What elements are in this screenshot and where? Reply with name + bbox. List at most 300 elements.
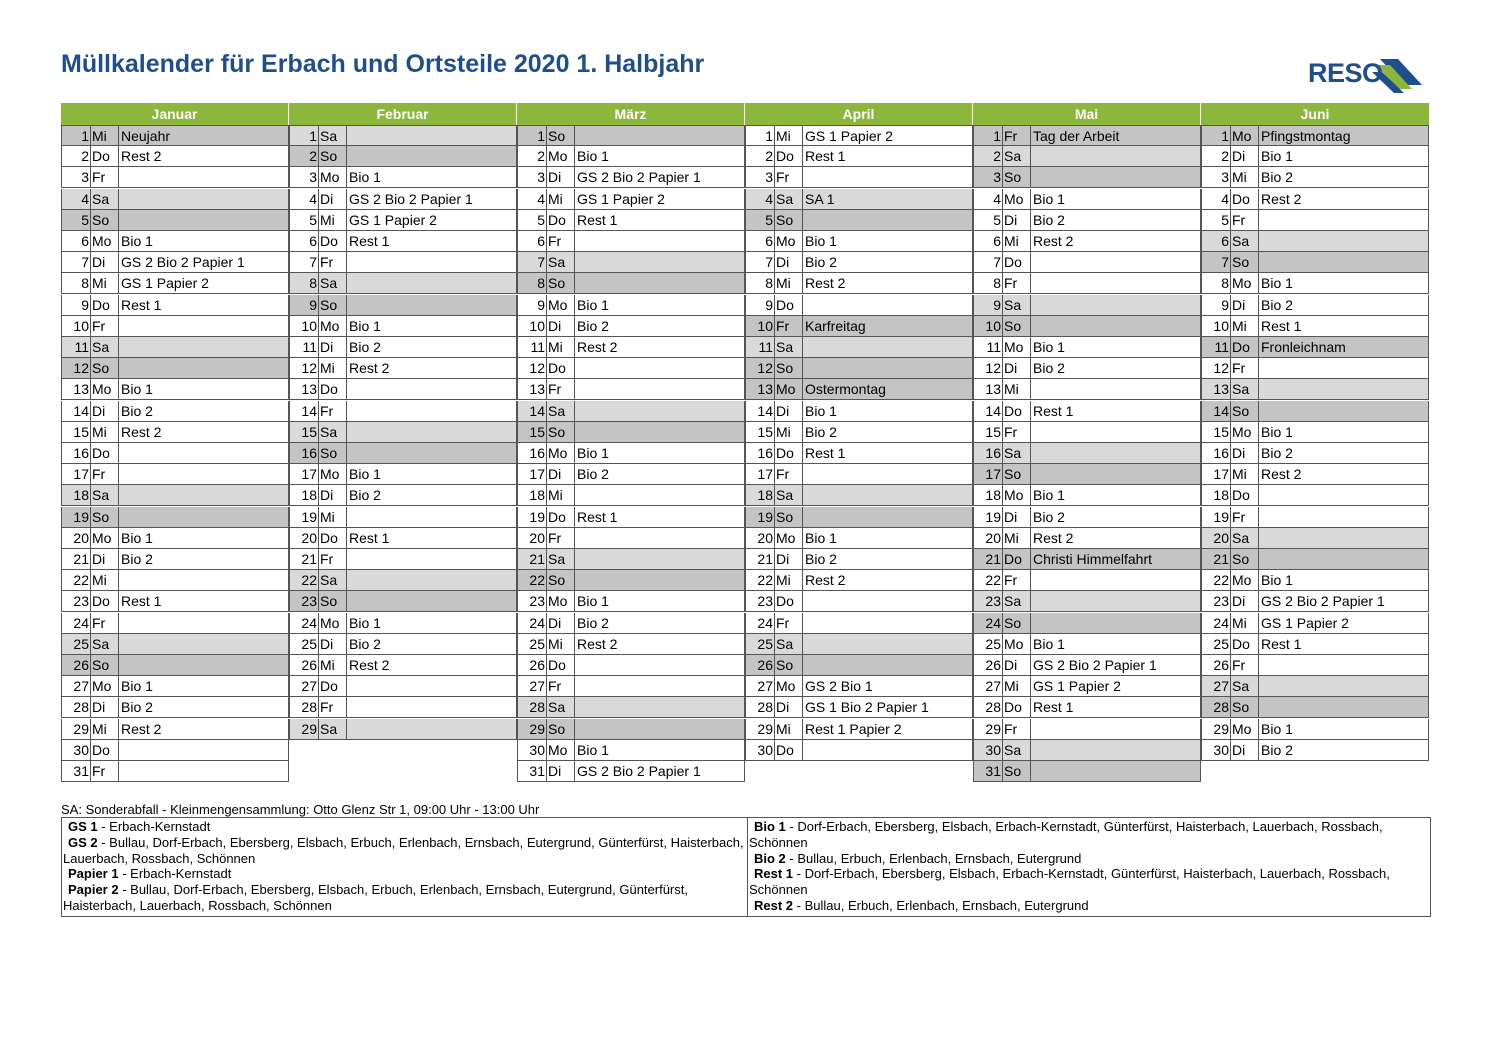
collection-entry: Bio 2 — [1259, 740, 1429, 760]
day-number: 6 — [745, 231, 775, 251]
legend-key: Rest 2 — [754, 897, 794, 913]
day-number: 23 — [745, 591, 775, 611]
day-row — [1201, 401, 1429, 422]
day-row — [1201, 528, 1429, 549]
weekday: Sa — [319, 719, 347, 739]
day-row — [289, 591, 517, 612]
day-row — [1201, 507, 1429, 528]
day-row — [973, 485, 1201, 506]
day-row — [1201, 379, 1429, 400]
collection-entry — [575, 697, 745, 717]
collection-entry — [575, 252, 745, 272]
day-number: 7 — [973, 252, 1003, 272]
collection-entry — [119, 358, 289, 378]
day-number: 8 — [973, 273, 1003, 293]
weekday: Mi — [91, 126, 119, 145]
day-row — [973, 252, 1201, 273]
collection-entry: Bio 2 — [575, 613, 745, 633]
collection-entry — [575, 570, 745, 590]
day-number: 9 — [973, 295, 1003, 315]
day-number: 11 — [745, 337, 775, 357]
day-row — [973, 613, 1201, 634]
day-row — [973, 528, 1201, 549]
weekday: Sa — [1003, 591, 1031, 611]
weekday: Sa — [91, 189, 119, 209]
day-number: 28 — [1201, 697, 1231, 717]
collection-entry: Bio 1 — [803, 401, 973, 421]
day-row — [61, 740, 289, 761]
day-row — [973, 740, 1201, 761]
weekday: Mo — [91, 231, 119, 251]
collection-entry — [803, 740, 973, 760]
weekday: Mo — [1231, 719, 1259, 739]
collection-entry: Rest 1 — [1031, 401, 1201, 421]
collection-entry: Bio 1 — [1031, 189, 1201, 209]
collection-entry — [347, 697, 517, 717]
weekday: Di — [1231, 740, 1259, 760]
collection-entry: Rest 1 — [1259, 316, 1429, 336]
collection-entry — [347, 507, 517, 527]
collection-entry: GS 1 Papier 2 — [803, 126, 973, 145]
collection-entry: GS 2 Bio 2 Papier 1 — [347, 189, 517, 209]
day-row — [1201, 613, 1429, 634]
legend-item — [749, 851, 1430, 867]
weekday: Mo — [547, 146, 575, 166]
weekday: Mo — [91, 528, 119, 548]
day-number: 21 — [745, 549, 775, 569]
day-row — [745, 740, 973, 761]
month-header: April — [745, 103, 973, 125]
weekday: So — [1231, 549, 1259, 569]
day-number: 10 — [745, 316, 775, 336]
day-number: 21 — [973, 549, 1003, 569]
collection-entry — [575, 422, 745, 442]
day-number: 25 — [973, 634, 1003, 654]
day-row — [517, 189, 745, 210]
collection-entry — [1031, 613, 1201, 633]
weekday: Di — [775, 252, 803, 272]
day-row — [289, 634, 517, 655]
day-number: 3 — [517, 167, 547, 187]
day-row — [1201, 655, 1429, 676]
collection-entry: Christi Himmelfahrt — [1031, 549, 1201, 569]
collection-entry — [119, 634, 289, 654]
legend-item — [749, 819, 1430, 851]
collection-entry: Bio 2 — [1031, 210, 1201, 230]
day-row — [517, 697, 745, 718]
day-row — [289, 146, 517, 167]
weekday: Mi — [775, 126, 803, 145]
collection-entry: Bio 1 — [1031, 337, 1201, 357]
weekday: Mi — [91, 273, 119, 293]
day-number: 31 — [517, 761, 547, 781]
legend-right — [748, 818, 1430, 916]
day-row — [973, 655, 1201, 676]
day-number: 9 — [1201, 295, 1231, 315]
day-row — [289, 507, 517, 528]
day-number: 28 — [289, 697, 319, 717]
weekday: Mi — [547, 485, 575, 505]
legend-key: Papier 1 — [68, 866, 119, 882]
collection-entry: Rest 1 — [575, 507, 745, 527]
weekday: Di — [1231, 146, 1259, 166]
weekday: Di — [775, 549, 803, 569]
collection-entry: Bio 2 — [347, 634, 517, 654]
day-row — [973, 146, 1201, 167]
weekday: So — [547, 126, 575, 145]
day-row — [1201, 316, 1429, 337]
collection-entry: Rest 2 — [575, 634, 745, 654]
day-number: 4 — [289, 189, 319, 209]
day-row — [289, 655, 517, 676]
day-number: 20 — [973, 528, 1003, 548]
collection-entry — [119, 167, 289, 187]
day-number: 29 — [1201, 719, 1231, 739]
day-number: 15 — [1201, 422, 1231, 442]
day-row — [61, 570, 289, 591]
collection-entry: Bio 2 — [347, 485, 517, 505]
weekday: Fr — [1231, 507, 1259, 527]
weekday: Do — [1003, 252, 1031, 272]
collection-entry — [119, 761, 289, 781]
weekday: Di — [547, 464, 575, 484]
day-number: 4 — [1201, 189, 1231, 209]
day-number: 29 — [745, 719, 775, 739]
weekday: Sa — [1003, 146, 1031, 166]
day-number: 6 — [289, 231, 319, 251]
day-number: 3 — [973, 167, 1003, 187]
collection-entry — [1031, 167, 1201, 187]
weekday: So — [1003, 316, 1031, 336]
day-row — [1201, 422, 1429, 443]
legend-key: Papier 2 — [68, 882, 119, 898]
collection-entry: Bio 2 — [803, 549, 973, 569]
day-number: 27 — [1201, 676, 1231, 696]
weekday: Mo — [1231, 422, 1259, 442]
day-row — [1201, 337, 1429, 358]
day-number: 29 — [973, 719, 1003, 739]
day-number: 9 — [61, 295, 91, 315]
weekday: Mi — [547, 189, 575, 209]
day-number: 26 — [745, 655, 775, 675]
collection-entry: Rest 2 — [803, 273, 973, 293]
day-row — [517, 337, 745, 358]
collection-entry: Rest 1 — [1259, 634, 1429, 654]
weekday: Do — [319, 379, 347, 399]
weekday: Di — [319, 634, 347, 654]
day-row — [973, 676, 1201, 697]
collection-entry: Bio 1 — [347, 613, 517, 633]
weekday: So — [319, 591, 347, 611]
day-row — [289, 613, 517, 634]
day-row — [1201, 464, 1429, 485]
day-number: 5 — [61, 210, 91, 230]
weekday: So — [547, 719, 575, 739]
day-row — [61, 316, 289, 337]
weekday: Mo — [319, 613, 347, 633]
collection-entry — [1259, 401, 1429, 421]
day-number: 4 — [61, 189, 91, 209]
weekday: Di — [91, 252, 119, 272]
collection-entry: Rest 2 — [347, 358, 517, 378]
day-row — [517, 316, 745, 337]
legend-item — [63, 882, 747, 914]
collection-entry: GS 1 Papier 2 — [1259, 613, 1429, 633]
day-row — [1201, 697, 1429, 718]
weekday: Fr — [1003, 126, 1031, 145]
day-number: 22 — [289, 570, 319, 590]
day-number: 19 — [973, 507, 1003, 527]
weekday: Fr — [775, 613, 803, 633]
day-row — [289, 464, 517, 485]
weekday: Sa — [1003, 295, 1031, 315]
day-row — [61, 719, 289, 740]
legend-text: - Bullau, Erbuch, Erlenbach, Ernsbach, Eutergrund — [785, 850, 1082, 866]
day-number: 18 — [61, 485, 91, 505]
collection-entry: Rest 1 — [347, 528, 517, 548]
day-number: 20 — [289, 528, 319, 548]
weekday: Mi — [1231, 167, 1259, 187]
day-row — [745, 125, 973, 146]
collection-entry: Bio 1 — [347, 464, 517, 484]
day-number: 5 — [1201, 210, 1231, 230]
collection-entry — [1259, 485, 1429, 505]
day-row — [61, 337, 289, 358]
weekday: Fr — [547, 528, 575, 548]
weekday: Di — [775, 401, 803, 421]
collection-entry — [347, 549, 517, 569]
weekday: Di — [91, 549, 119, 569]
day-number: 15 — [517, 422, 547, 442]
day-number: 5 — [289, 210, 319, 230]
day-row — [973, 231, 1201, 252]
collection-entry — [1031, 379, 1201, 399]
weekday: Mi — [91, 719, 119, 739]
legend-item — [749, 898, 1430, 914]
collection-entry — [119, 443, 289, 463]
day-number: 24 — [973, 613, 1003, 633]
weekday: So — [1231, 697, 1259, 717]
weekday: Fr — [547, 379, 575, 399]
day-number: 27 — [745, 676, 775, 696]
day-row — [1201, 125, 1429, 146]
collection-entry — [575, 401, 745, 421]
day-number: 15 — [289, 422, 319, 442]
month-header: Mai — [973, 103, 1201, 125]
legend-text: - Erbach-Kernstadt — [118, 866, 232, 882]
day-number: 8 — [1201, 273, 1231, 293]
collection-entry: Rest 1 — [803, 443, 973, 463]
day-number: 11 — [289, 337, 319, 357]
collection-entry: GS 2 Bio 2 Papier 1 — [119, 252, 289, 272]
day-number: 29 — [517, 719, 547, 739]
day-row — [517, 464, 745, 485]
collection-entry: Bio 2 — [1259, 295, 1429, 315]
collection-entry — [1259, 358, 1429, 378]
day-row — [61, 634, 289, 655]
day-row — [745, 507, 973, 528]
collection-entry — [803, 507, 973, 527]
collection-entry: Rest 1 — [119, 295, 289, 315]
collection-entry — [803, 655, 973, 675]
weekday: Mo — [547, 443, 575, 463]
legend-item — [63, 819, 747, 835]
collection-entry: Bio 2 — [575, 316, 745, 336]
day-number: 13 — [745, 379, 775, 399]
collection-entry: Bio 2 — [803, 252, 973, 272]
collection-entry — [347, 146, 517, 166]
day-number: 16 — [1201, 443, 1231, 463]
collection-entry — [347, 252, 517, 272]
day-number: 2 — [61, 146, 91, 166]
day-number: 10 — [973, 316, 1003, 336]
day-row — [289, 401, 517, 422]
weekday: Do — [775, 295, 803, 315]
day-row — [973, 634, 1201, 655]
legend-key: Rest 1 — [754, 866, 794, 882]
collection-entry: Bio 1 — [119, 379, 289, 399]
day-number: 4 — [517, 189, 547, 209]
weekday: Do — [319, 231, 347, 251]
month-header: Januar — [61, 103, 289, 125]
day-row — [1201, 676, 1429, 697]
day-number: 6 — [517, 231, 547, 251]
day-row — [745, 655, 973, 676]
day-number: 1 — [289, 126, 319, 145]
day-row — [289, 443, 517, 464]
day-number: 8 — [61, 273, 91, 293]
day-row — [61, 528, 289, 549]
weekday: Fr — [91, 316, 119, 336]
day-number: 14 — [289, 401, 319, 421]
weekday: Sa — [1231, 676, 1259, 696]
day-row — [517, 740, 745, 761]
weekday: So — [775, 358, 803, 378]
collection-entry: Rest 2 — [119, 146, 289, 166]
collection-entry — [575, 231, 745, 251]
collection-entry: Bio 2 — [1031, 358, 1201, 378]
day-number: 21 — [1201, 549, 1231, 569]
weekday: Do — [547, 358, 575, 378]
weekday: Sa — [91, 634, 119, 654]
legend-text: - Bullau, Dorf-Erbach, Ebersberg, Elsbach, Erbuch, Erlenbach, Ernsbach, Eutergrund, Günterfürst, Haisterbach, Lauerbach, Rossbach, Schönnen — [63, 882, 688, 913]
day-number: 12 — [61, 358, 91, 378]
collection-entry: GS 1 Papier 2 — [575, 189, 745, 209]
weekday: Fr — [91, 761, 119, 781]
day-number: 9 — [289, 295, 319, 315]
weekday: Di — [319, 337, 347, 357]
weekday: Do — [91, 443, 119, 463]
day-number: 6 — [1201, 231, 1231, 251]
collection-entry: Rest 2 — [575, 337, 745, 357]
weekday: Mi — [1231, 613, 1259, 633]
day-row — [973, 401, 1201, 422]
day-row — [973, 549, 1201, 570]
weekday: Mi — [775, 719, 803, 739]
collection-entry — [1259, 231, 1429, 251]
day-row — [517, 549, 745, 570]
collection-entry: Ostermontag — [803, 379, 973, 399]
weekday: Mo — [1003, 485, 1031, 505]
day-number: 2 — [289, 146, 319, 166]
collection-entry — [803, 210, 973, 230]
collection-entry: Rest 2 — [1031, 231, 1201, 251]
day-row — [61, 422, 289, 443]
day-number: 23 — [289, 591, 319, 611]
day-number: 22 — [745, 570, 775, 590]
day-row — [61, 231, 289, 252]
collection-entry — [347, 295, 517, 315]
day-number: 12 — [517, 358, 547, 378]
weekday: Mi — [1003, 379, 1031, 399]
day-number: 21 — [61, 549, 91, 569]
day-row — [289, 210, 517, 231]
day-number: 26 — [973, 655, 1003, 675]
weekday: Fr — [1003, 719, 1031, 739]
day-row — [973, 295, 1201, 316]
day-row — [517, 443, 745, 464]
collection-entry — [803, 295, 973, 315]
weekday: Di — [1003, 358, 1031, 378]
day-number: 19 — [745, 507, 775, 527]
collection-entry — [1031, 761, 1201, 781]
day-number: 14 — [1201, 401, 1231, 421]
day-row — [61, 273, 289, 294]
weekday: So — [775, 210, 803, 230]
weekday: So — [91, 507, 119, 527]
day-row — [973, 719, 1201, 740]
day-number: 28 — [973, 697, 1003, 717]
day-row — [61, 210, 289, 231]
day-row — [289, 167, 517, 188]
day-number: 16 — [61, 443, 91, 463]
day-row — [1201, 231, 1429, 252]
collection-entry — [1031, 719, 1201, 739]
day-number: 11 — [517, 337, 547, 357]
day-row — [61, 401, 289, 422]
collection-entry — [347, 401, 517, 421]
collection-entry — [1031, 273, 1201, 293]
day-number: 12 — [1201, 358, 1231, 378]
day-number: 1 — [745, 126, 775, 145]
day-row — [1201, 146, 1429, 167]
day-number: 13 — [61, 379, 91, 399]
weekday: Fr — [1003, 422, 1031, 442]
day-row — [517, 570, 745, 591]
legend-item — [63, 866, 747, 882]
collection-entry: Rest 2 — [1031, 528, 1201, 548]
weekday: Di — [1231, 295, 1259, 315]
day-row — [1201, 273, 1429, 294]
weekday: Mi — [775, 570, 803, 590]
collection-entry — [119, 464, 289, 484]
collection-entry — [347, 719, 517, 739]
weekday: Di — [1231, 591, 1259, 611]
day-number: 25 — [1201, 634, 1231, 654]
weekday: Fr — [319, 697, 347, 717]
collection-entry: Bio 2 — [119, 401, 289, 421]
day-number: 20 — [1201, 528, 1231, 548]
day-number: 29 — [289, 719, 319, 739]
collection-entry — [347, 273, 517, 293]
collection-entry: Rest 2 — [119, 422, 289, 442]
day-row — [517, 528, 745, 549]
day-number: 7 — [745, 252, 775, 272]
weekday: Sa — [775, 634, 803, 654]
day-number: 27 — [517, 676, 547, 696]
legend-item — [749, 866, 1430, 898]
weekday: Di — [547, 761, 575, 781]
